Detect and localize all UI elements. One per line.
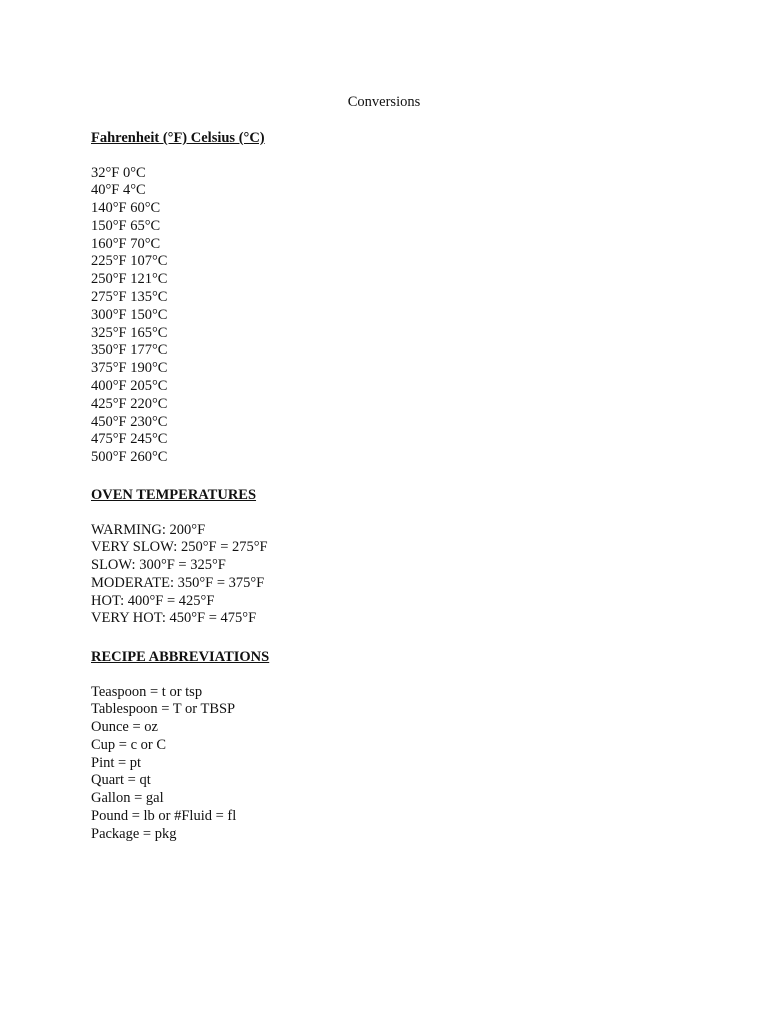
temperature-conversion-list bbox=[91, 165, 265, 468]
list-item: VERY HOT: 450°F = 475°F bbox=[91, 610, 257, 627]
list-item: 475°F 245°C bbox=[91, 431, 168, 448]
list-item: 225°F 107°C bbox=[91, 253, 168, 270]
list-item: VERY SLOW: 250°F = 275°F bbox=[91, 539, 268, 556]
list-item: 500°F 260°C bbox=[91, 449, 168, 466]
list-item: Teaspoon = t or tsp bbox=[91, 683, 203, 700]
list-item: 140°F 60°C bbox=[91, 200, 161, 217]
list-item: 150°F 65°C bbox=[91, 217, 161, 234]
list-item: 300°F 150°C bbox=[91, 306, 168, 323]
temperature-conversion-section bbox=[91, 129, 265, 467]
oven-temperatures-list bbox=[91, 522, 268, 629]
list-item: 425°F 220°C bbox=[91, 395, 168, 412]
list-item: 275°F 135°C bbox=[91, 289, 168, 306]
list-item: Pound = lb or #Fluid = fl bbox=[91, 808, 237, 825]
list-item: MODERATE: 350°F = 375°F bbox=[91, 574, 265, 591]
list-item: 325°F 165°C bbox=[91, 324, 168, 341]
list-item: 40°F 4°C bbox=[91, 182, 146, 199]
list-item: Quart = qt bbox=[91, 772, 151, 789]
oven-temperatures-heading: OVEN TEMPERATURES bbox=[91, 487, 257, 503]
oven-temperatures-section bbox=[91, 486, 268, 628]
list-item: 375°F 190°C bbox=[91, 360, 168, 377]
list-item: Tablespoon = T or TBSP bbox=[91, 701, 236, 718]
list-item: Package = pkg bbox=[91, 825, 177, 842]
list-item: Cup = c or C bbox=[91, 736, 167, 753]
recipe-abbreviations-list bbox=[91, 684, 269, 844]
recipe-abbreviations-heading: RECIPE ABBREVIATIONS bbox=[91, 649, 270, 665]
list-item: 160°F 70°C bbox=[91, 235, 161, 252]
list-item: Pint = pt bbox=[91, 754, 142, 771]
recipe-abbreviations-section bbox=[91, 648, 269, 844]
document-title: Conversions bbox=[347, 94, 421, 110]
list-item: Ounce = oz bbox=[91, 719, 158, 736]
list-item: 250°F 121°C bbox=[91, 271, 168, 288]
list-item: 32°F 0°C bbox=[91, 164, 146, 181]
list-item: 400°F 205°C bbox=[91, 378, 168, 395]
list-item: SLOW: 300°F = 325°F bbox=[91, 557, 226, 574]
list-item: 350°F 177°C bbox=[91, 342, 168, 359]
temperature-conversion-heading: Fahrenheit (°F) Celsius (°C) bbox=[91, 130, 265, 146]
list-item: Gallon = gal bbox=[91, 790, 164, 807]
list-item: 450°F 230°C bbox=[91, 413, 168, 430]
list-item: HOT: 400°F = 425°F bbox=[91, 592, 215, 609]
list-item: WARMING: 200°F bbox=[91, 521, 206, 538]
